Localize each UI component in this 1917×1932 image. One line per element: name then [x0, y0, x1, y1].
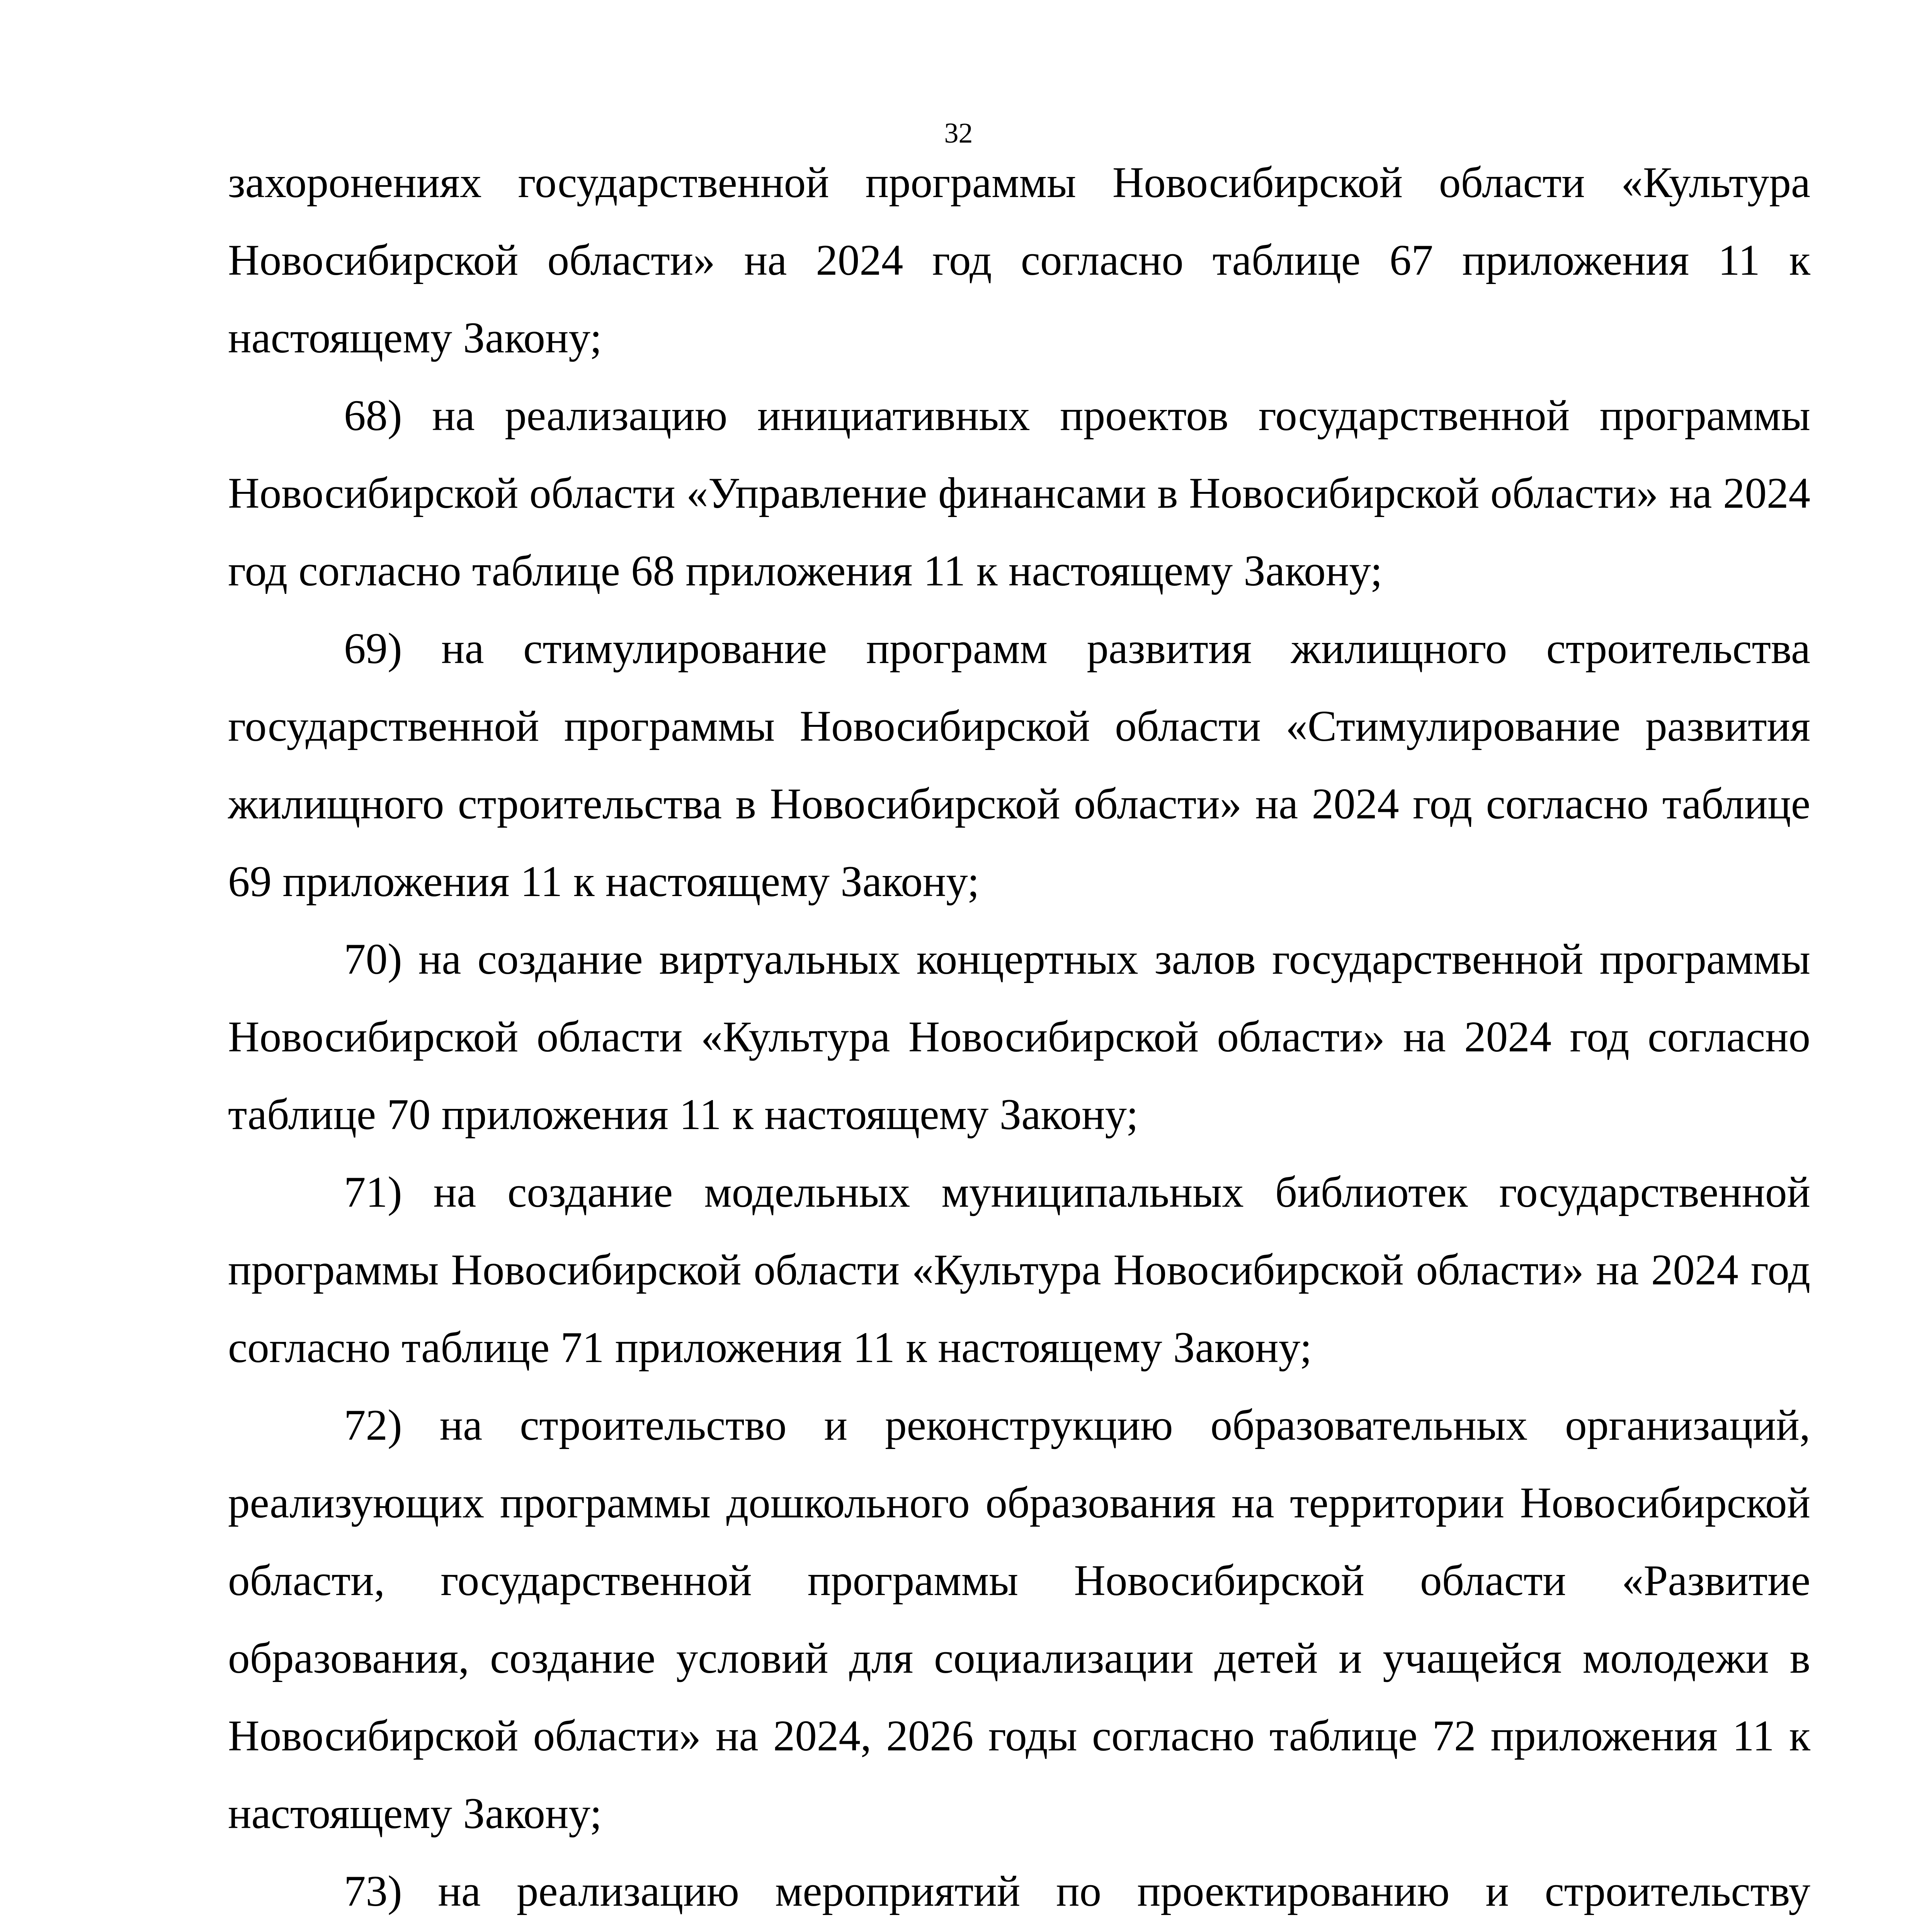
paragraph-continuation: захоронениях государственной программы Новосибирской области «Культура Новосибирской области» на 2024 год согласно таблице 67 приложения 11 к настоящему Закону;	[228, 158, 1810, 362]
paragraph-item-68: 68) на реализацию инициативных проектов государственной программы Новосибирской области «Управление финансами в Новосибирской области» на 2024 год согласно таблице 68 приложения 11 к настоящему Закону;	[228, 391, 1810, 595]
paragraph-item-70: 70) на создание виртуальных концертных залов государственной программы Новосибирской области «Культура Новосибирской области» на 2024 год согласно таблице 70 приложения 11 к настоящему Закону;	[228, 935, 1810, 1139]
paragraph-item-73: 73) на реализацию мероприятий по проектированию и строительству	[344, 1867, 1810, 1915]
paragraph-item-72: 72) на строительство и реконструкцию образовательных организаций, реализующих программы дошкольного образования на территории Новосибирской области, государственной программы Новосибирской области «Развитие образования, создание условий для социализации детей и учащейся молодежи в Новосибирской области» на 2024, 2026 годы согласно таблице 72 приложения 11 к настоящему Закону;	[228, 1401, 1810, 1838]
document-body	[228, 144, 1810, 1932]
paragraph-item-71: 71) на создание модельных муниципальных библиотек государственной программы Новосибирской области «Культура Новосибирской области» на 2024 год согласно таблице 71 приложения 11 к настоящему Закону;	[228, 1168, 1810, 1372]
page-number: 32	[944, 117, 973, 149]
paragraph-item-69: 69) на стимулирование программ развития жилищного строительства государственной программы Новосибирской области «Стимулирование развития жилищного строительства в Новосибирской области» на 2024 год согласно таблице 69 приложения 11 к настоящему Закону;	[228, 624, 1810, 906]
